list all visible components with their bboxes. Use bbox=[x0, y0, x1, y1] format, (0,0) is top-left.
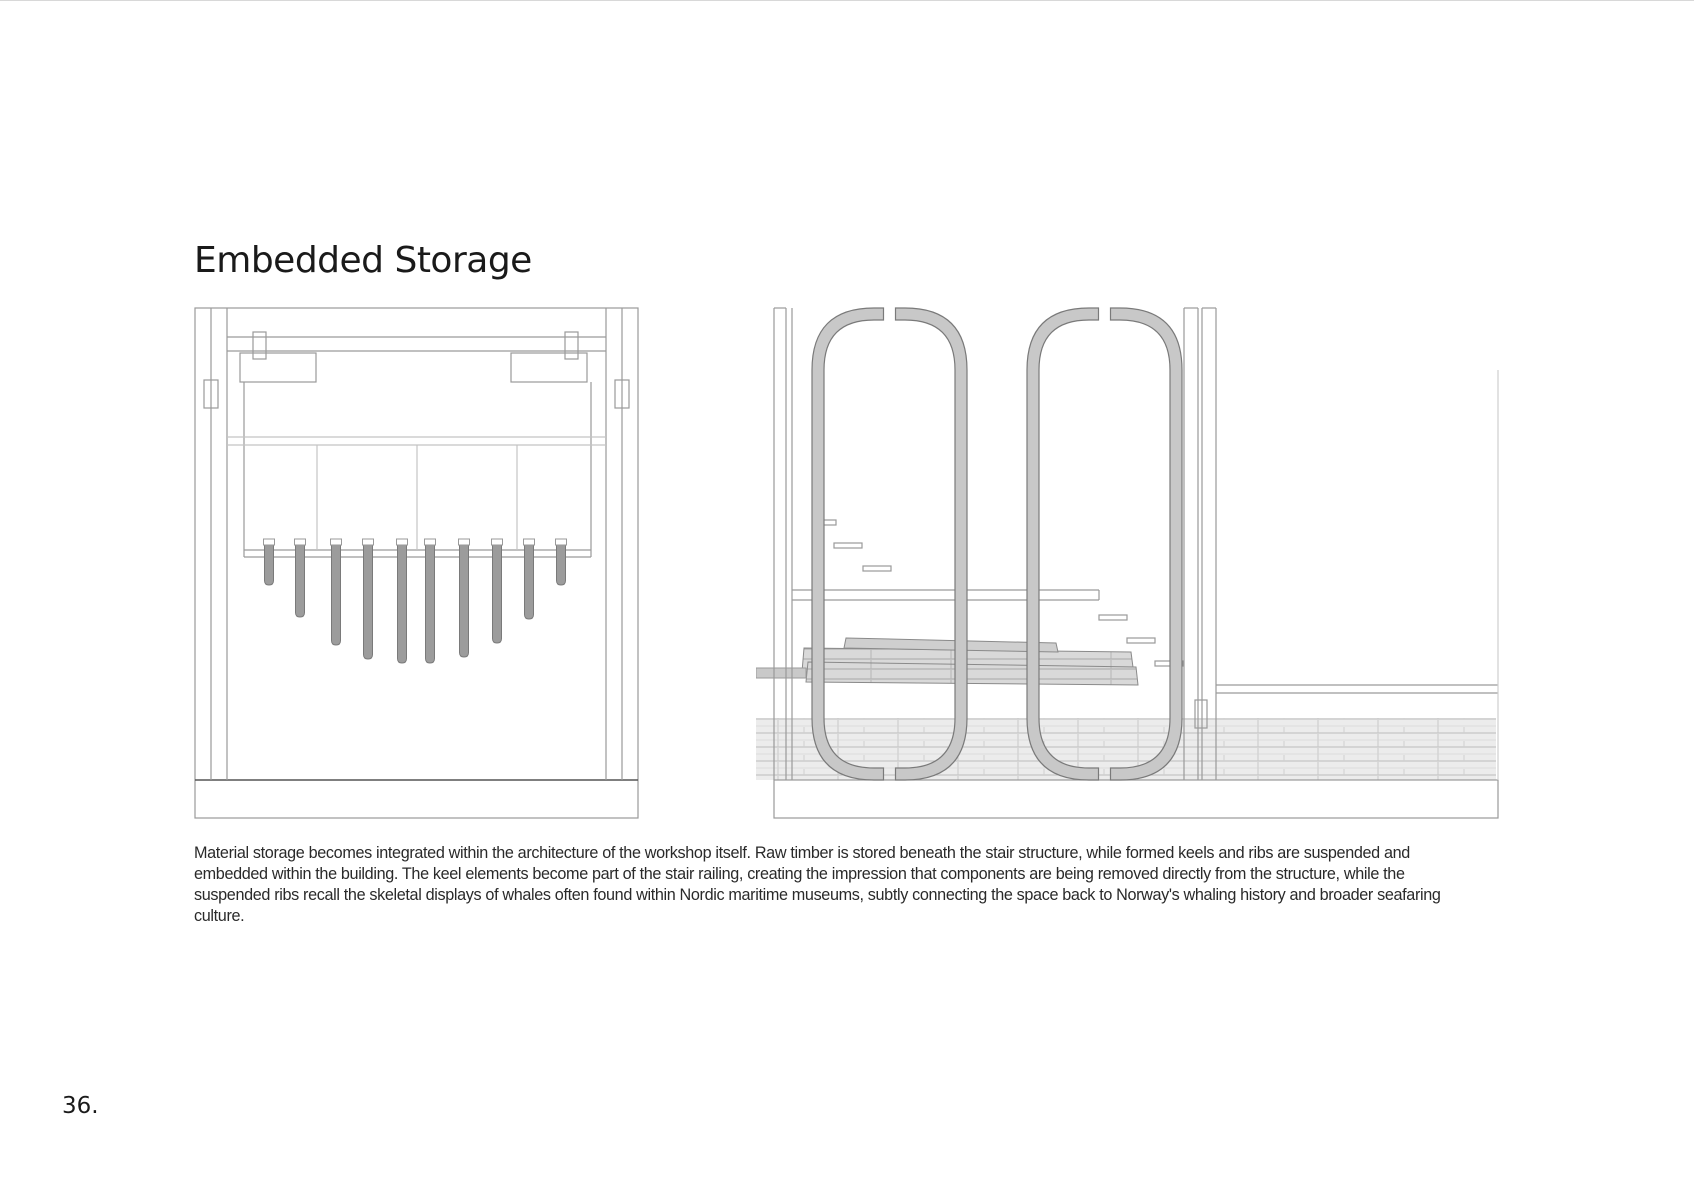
keel-9 bbox=[525, 545, 534, 619]
section-drawing-ribs bbox=[756, 300, 1500, 820]
page-number: 36. bbox=[62, 1093, 99, 1119]
section-drawing-keels bbox=[194, 300, 640, 820]
keel-hanger-3 bbox=[331, 539, 342, 545]
keel-1 bbox=[265, 545, 274, 585]
keel-hanger-8 bbox=[492, 539, 503, 545]
keel-6 bbox=[426, 545, 435, 663]
keel-5 bbox=[398, 545, 407, 663]
description-paragraph: Material storage becomes integrated within the architecture of the workshop itself. Raw timber is stored beneath the stair structure, while formed keels and ribs are suspended and embedded within the building. The keel elements become part of the stair railing, creating the impression that components are being removed directly from the structure, while the suspended ribs recall the skeletal displays of whales often found within Nordic maritime museums, subtly connecting the space back to Norway's whaling history and broader seafaring culture. bbox=[194, 844, 1441, 925]
keel-hanger-10 bbox=[556, 539, 567, 545]
keel-hanger-7 bbox=[459, 539, 470, 545]
keel-3 bbox=[332, 545, 341, 645]
beam-bracket-right bbox=[565, 332, 578, 359]
keel-hanger-1 bbox=[264, 539, 275, 545]
rib-1-right-half bbox=[896, 308, 968, 780]
keel-hanger-5 bbox=[397, 539, 408, 545]
keel-2 bbox=[296, 545, 305, 617]
keel-7 bbox=[460, 545, 469, 657]
keel-8 bbox=[493, 545, 502, 643]
keel-4 bbox=[364, 545, 373, 659]
rib-1 bbox=[812, 308, 967, 780]
rib-2-left-half bbox=[1027, 308, 1099, 780]
keel-hanger-2 bbox=[295, 539, 306, 545]
top-rule bbox=[0, 0, 1694, 1]
keel-hanger-9 bbox=[524, 539, 535, 545]
drawing-frame bbox=[195, 308, 638, 818]
keel-10 bbox=[557, 545, 566, 585]
rib-2 bbox=[1027, 308, 1182, 780]
suspended-ribs bbox=[812, 308, 1182, 780]
keel-hanger-4 bbox=[363, 539, 374, 545]
rib-2-right-half bbox=[1111, 308, 1183, 780]
keel-hanger-6 bbox=[425, 539, 436, 545]
beam-bracket-left bbox=[253, 332, 266, 359]
page-title: Embedded Storage bbox=[194, 240, 532, 281]
floor-base bbox=[774, 780, 1498, 818]
rib-1-left-half bbox=[812, 308, 884, 780]
